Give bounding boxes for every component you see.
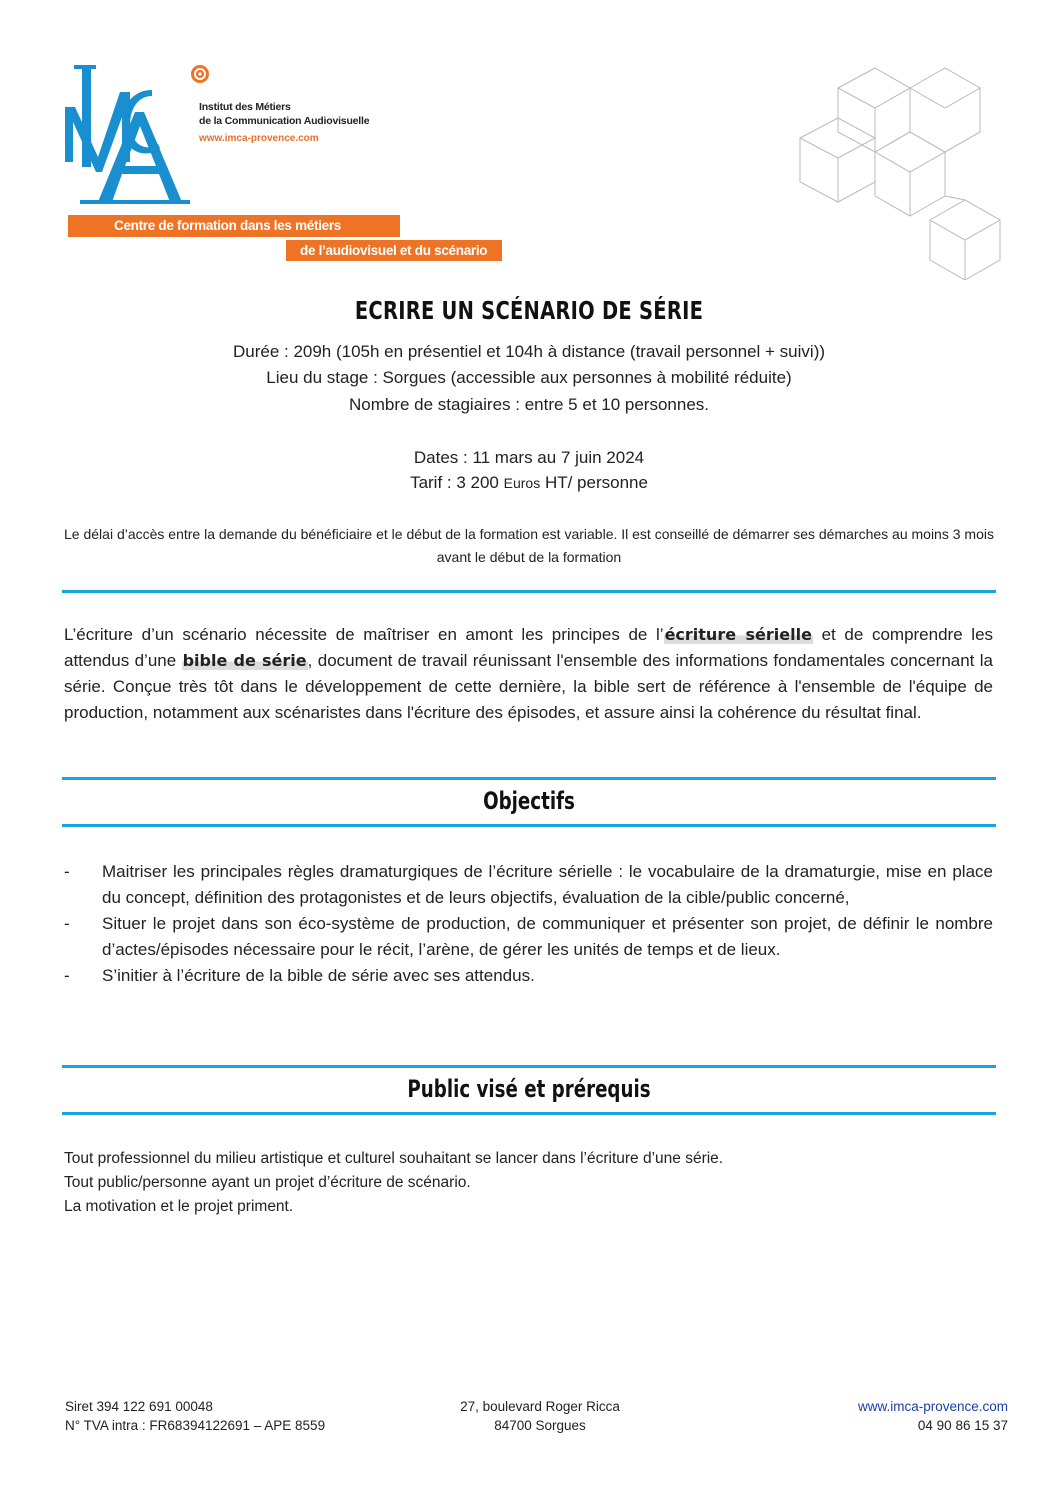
intro-highlight-series-bible: bible de série — [182, 651, 307, 670]
divider — [62, 777, 996, 780]
audience-title: Public visé et prérequis — [407, 1075, 651, 1103]
list-item — [64, 859, 993, 911]
footer-address-line2: 84700 Sorgues — [494, 1418, 586, 1433]
list-item — [64, 963, 993, 989]
price-suffix: HT/ personne — [544, 473, 648, 492]
list-item — [64, 911, 993, 963]
footer-website-link[interactable]: www.imca-provence.com — [857, 1399, 1008, 1414]
course-location: Lieu du stage : Sorgues (accessible aux personnes à mobilité réduite) — [266, 368, 792, 387]
objectives-list — [64, 859, 993, 989]
footer-address — [440, 1397, 640, 1435]
divider — [62, 1112, 996, 1115]
header-website: www.imca-provence.com — [199, 133, 319, 144]
header-band-line2: de l’audiovisuel et du scénario — [286, 240, 502, 261]
intro-paragraph — [64, 622, 993, 726]
footer-address-line1: 27, boulevard Roger Ricca — [460, 1399, 620, 1414]
bullet-dash: - — [64, 914, 70, 933]
price-unit: Euros — [503, 475, 541, 491]
cubes-decoration-icon — [780, 60, 1020, 280]
footer-legal — [65, 1397, 325, 1435]
target-icon — [190, 64, 210, 84]
audience-line: Tout professionnel du milieu artistique et culturel souhaitant se lancer dans l’écriture d’une série. — [64, 1150, 724, 1167]
objective-text: Situer le projet dans son éco-système de production, de communiquer et présenter son projet, de définir le nombre d’actes/épisodes nécessaire pour le récit, l’arène, de gérer les unités de temps et de lieux. — [102, 914, 993, 959]
bullet-dash: - — [64, 966, 70, 985]
footer-phone: 04 90 86 15 37 — [917, 1418, 1008, 1433]
price-prefix: Tarif : 3 200 — [410, 473, 499, 492]
objectives-title: Objectifs — [483, 787, 575, 815]
course-duration: Durée : 209h (105h en présentiel et 104h à distance (travail personnel + suivi)) — [232, 342, 826, 361]
intro-highlight-serial-writing: écriture sérielle — [664, 625, 812, 644]
audience-list — [64, 1147, 723, 1219]
audience-line: Tout public/personne ayant un projet d’écriture de scénario. — [64, 1174, 471, 1191]
course-trainees: Nombre de stagiaires : entre 5 et 10 personnes. — [348, 395, 710, 414]
header-band-line1: Centre de formation dans les métiers — [68, 215, 400, 237]
institute-name — [199, 100, 369, 128]
divider — [62, 824, 996, 827]
objective-text: S’initier à l’écriture de la bible de série avec ses attendus. — [102, 966, 535, 985]
divider — [62, 1065, 996, 1068]
imca-logo — [60, 62, 200, 212]
audience-line: La motivation et le projet priment. — [64, 1198, 294, 1215]
intro-text-2: et de comprendre les attendus d’une — [64, 625, 994, 670]
footer-tva: N° TVA intra : FR68394122691 – APE 8559 — [65, 1418, 326, 1433]
institute-line1: Institut des Métiers — [199, 101, 291, 113]
course-title: ECRIRE UN SCÉNARIO DE SÉRIE — [354, 296, 704, 325]
bullet-dash: - — [64, 862, 70, 881]
course-price — [0, 473, 1058, 493]
objective-text: Maitriser les principales règles dramaturgiques de l’écriture sérielle : le vocabulaire de la dramaturgie, mise en place du concept, définition des protagonistes et de leurs objectifs, évaluation de la cible/public concerné, — [102, 862, 993, 907]
footer-contact — [760, 1397, 1008, 1435]
intro-text-1: L’écriture d’un scénario nécessite de maîtriser en amont les principes de l’ — [64, 625, 664, 644]
intro-text-3: , document de travail réunissant l'ensemble des informations fondamentales concernant la série. Conçue très tôt dans le développement de cette dernière, la bible sert de référence à l'ensemble de l'équipe de production, notamment aux scénaristes dans l'écriture des épisodes, et assure ainsi la cohérence du résultat final. — [64, 651, 994, 722]
footer-siret: Siret 394 122 691 00048 — [65, 1399, 213, 1414]
course-dates: Dates : 11 mars au 7 juin 2024 — [413, 448, 645, 467]
access-notice: Le délai d’accès entre la demande du bénéficiaire et le début de la formation est variable. Il est conseillé de démarrer ses démarches au moins 3 mois avant le début de la formation — [64, 526, 994, 565]
divider — [62, 590, 996, 593]
institute-line2: de la Communication Audiovisuelle — [199, 115, 370, 127]
